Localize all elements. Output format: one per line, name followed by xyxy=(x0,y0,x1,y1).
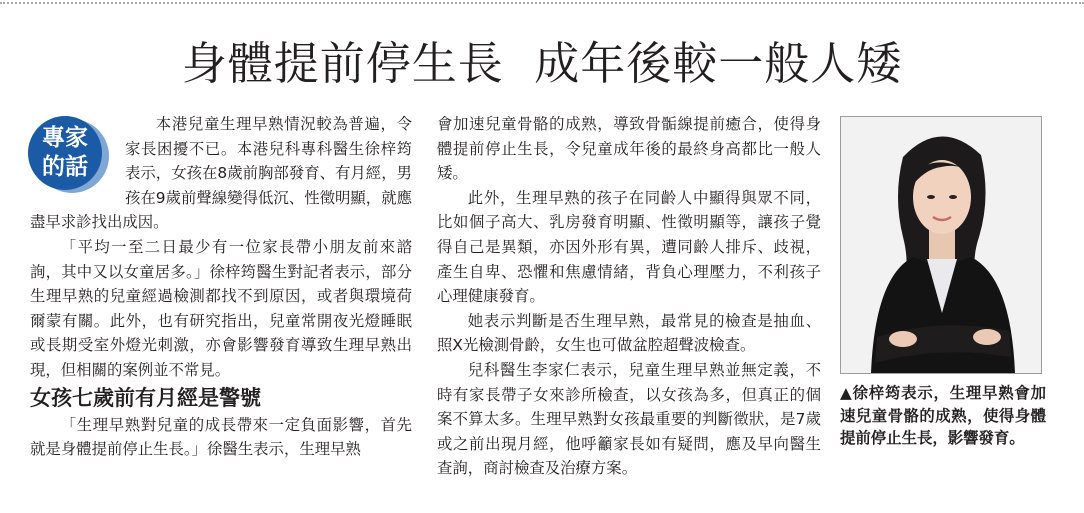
doctor-portrait-photo xyxy=(840,116,1042,374)
paragraph: 「平均一至二日最少有一位家長帶小朋友前來諮詢，其中又以女童居多。」徐梓筠醫生對記者表示，部分生理早熟的兒童經過檢測都找不到原因，或者與環境荷爾蒙有關。此外，也有研究指出，兒童常開夜光燈睡眠或長期受室外燈光刺激，亦會影響發育導致生理早熟出現，但相關的案例並不常見。 xyxy=(30,237,412,379)
section-subheading: 女孩七歲前有月經是警號 xyxy=(30,384,261,410)
portrait-illustration xyxy=(841,117,1041,373)
badge-line-1: 專家 xyxy=(42,125,88,151)
paragraph: 「生理早熟對兒童的成長帶來一定負面影響，首先就是身體提前停止生長。」徐醫生表示，生理早熟 xyxy=(30,415,412,459)
expert-talk-badge xyxy=(25,114,115,194)
badge-line-2: 的話 xyxy=(42,154,88,180)
paragraph: 本港兒童生理早熟情況較為普遍，令家長困擾不已。本港兒科專科醫生徐梓筠表示，女孩在8歲前胸部發育、有月經，男孩在9歲前聲線變得低沉、性徵明顯，就應盡早求診找出成因。 xyxy=(30,115,412,232)
article-column-2 xyxy=(437,112,821,481)
paragraph: 她表示判斷是否生理早熟，最常見的檢查是抽血、照X光檢測骨齡，女生也可做盆腔超聲波檢查。 xyxy=(437,311,821,355)
paragraph: 此外，生理早熟的孩子在同齡人中顯得與眾不同，比如個子高大、乳房發育明顯、性徵明顯等，讓孩子覺得自己是異類，亦因外形有異，遭同齡人排斥、歧視，產生自卑、恐懼和焦慮情緒，背負心理壓力，不利孩子心理健康發育。 xyxy=(437,188,821,306)
paragraph: 會加速兒童骨骼的成熟，導致骨骺線提前癒合，使得身體提前停止生長，令兒童成年後的最終身高都比一般人矮。 xyxy=(437,115,821,183)
paragraph: 兒科醫生李家仁表示，兒童生理早熟並無定義，不時有家長帶子女來診所檢查，以女孩為多，但真正的個案不算太多。生理早熟對女孩最重要的判斷徵狀，是7歲或之前出現月經，他呼籲家長如有疑問，應及早向醫生查詢，商討檢查及治療方案。 xyxy=(437,360,821,478)
article-column-1 xyxy=(30,112,412,462)
top-dotted-rule xyxy=(0,2,1084,4)
photo-caption: ▲徐梓筠表示，生理早熟會加速兒童骨骼的成熟，使得身體提前停止生長，影響發育。 xyxy=(840,384,1046,447)
article-headline: 身體提前停生長 成年後較一般人矮 xyxy=(181,37,903,90)
